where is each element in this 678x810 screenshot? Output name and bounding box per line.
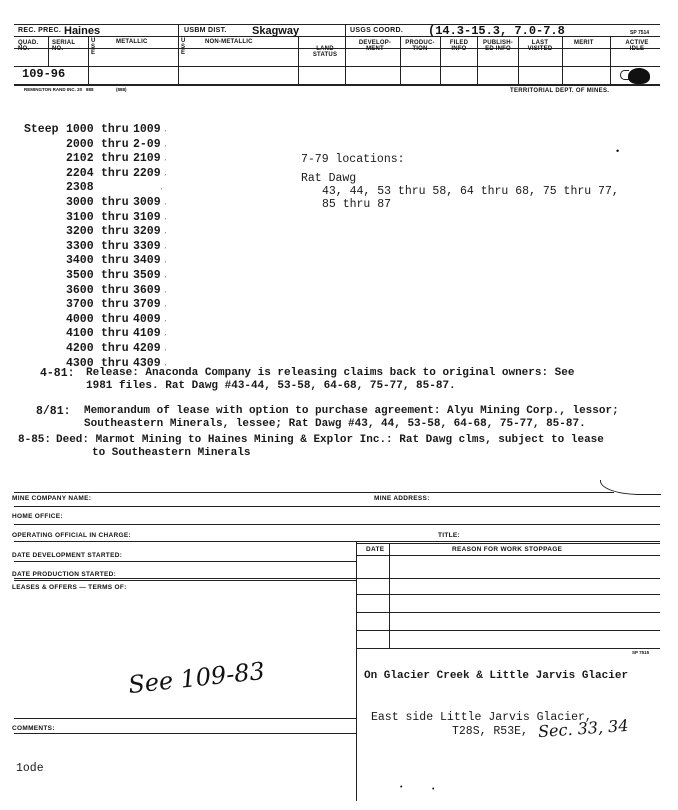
note-2-line-2: Southeastern Minerals, lessee; Rat Dawg #43, 44, 53-58, 64-68, 75-77, 85-87.	[84, 418, 586, 430]
check-mark: ˏ	[160, 183, 163, 191]
last-visited-label: LAST VISITED	[527, 40, 553, 52]
dot-mark-3: •	[432, 786, 435, 793]
note-1-line-2: 1981 files. Rat Dawg #43-44, 53-58, 64-68, 75-77, 85-87.	[86, 380, 456, 392]
claim-start: 3700	[66, 298, 94, 312]
claims-prefix: Steep	[24, 123, 59, 136]
location-line-1: On Glacier Creek & Little Jarvis Glacier	[364, 670, 629, 682]
develop-label: DEVELOP-MENT	[358, 40, 392, 52]
claim-end: 4009	[133, 312, 161, 326]
use-e: E	[91, 50, 96, 56]
merit-label: MERIT	[574, 40, 594, 46]
home-office-label: HOME OFFICE:	[12, 513, 63, 520]
check-mark: ˏ	[164, 358, 167, 366]
dot-mark-2: •	[400, 784, 403, 791]
claim-thru: thru	[101, 342, 129, 355]
reason-label: REASON FOR WORK STOPPAGE	[452, 546, 563, 553]
claim-thru: thru	[101, 356, 129, 370]
check-mark: ˏ	[164, 154, 167, 162]
footer-left: REMINGTON RAND INC. 20	[24, 87, 83, 92]
locations-line-1: 43, 44, 53 thru 58, 64 thru 68, 75 thru 77,	[322, 185, 619, 198]
note-2-line-1: Memorandum of lease with option to purchase agreement: Alyu Mining Corp., lessor;	[84, 405, 619, 417]
footer-mid: 888	[86, 87, 94, 92]
leases-label: LEASES & OFFERS — TERMS OF:	[12, 584, 127, 591]
claim-start: 4000	[66, 312, 94, 326]
note-3-line-1: Deed: Marmot Mining to Haines Mining & Explor Inc.: Rat Dawg clms, subject to lease	[56, 434, 604, 446]
note-2-date: 8/81:	[36, 405, 71, 418]
claim-end: 2209	[133, 166, 161, 180]
date-development-label: DATE DEVELOPMENT STARTED:	[12, 552, 123, 559]
check-mark: ˏ	[164, 198, 167, 205]
note-3-date: 8-85:	[18, 434, 52, 446]
claim-thru: thru	[101, 152, 129, 166]
claim-thru: thru	[101, 269, 129, 282]
footer-right: TERRITORIAL DEPT. OF MINES.	[510, 88, 610, 94]
use-u: U	[91, 38, 96, 44]
form-number-bottom: SP 7515	[632, 650, 650, 655]
produc-label: PRODUC-TION	[405, 40, 435, 52]
mine-address-label: MINE ADDRESS:	[374, 495, 430, 502]
use-e-2: E	[181, 50, 186, 56]
claim-start: 3600	[66, 283, 94, 297]
claim-end: 2-09	[133, 137, 161, 151]
locations-line-2: 85 thru 87	[322, 198, 392, 211]
claim-thru: thru	[101, 123, 129, 136]
claim-start: 2102	[66, 152, 94, 166]
claim-end: 3409	[133, 254, 161, 268]
claim-start: 3100	[66, 210, 94, 224]
check-mark: ˏ	[164, 139, 167, 147]
claim-thru: thru	[101, 239, 129, 253]
claim-start: 4200	[66, 342, 94, 355]
claim-start: 2308	[66, 181, 94, 195]
claim-start: 3200	[66, 225, 94, 239]
locations-title: 7-79 locations:	[301, 153, 405, 166]
location-line-2: East side Little Jarvis Glacier,	[371, 711, 592, 724]
rec-prec-label: REC. PREC.	[18, 27, 62, 34]
claim-thru: thru	[101, 196, 129, 209]
location-line-3: T28S, R53E,	[452, 725, 528, 738]
claim-end: 2109	[133, 152, 161, 166]
check-mark: ˏ	[164, 285, 167, 293]
claim-thru: thru	[101, 137, 129, 151]
claim-start: 3300	[66, 239, 94, 253]
note-3-line-2: to Southeastern Minerals	[92, 447, 251, 459]
check-mark: ˏ	[164, 168, 167, 176]
claim-thru: thru	[101, 210, 129, 224]
date-column-label: DATE	[366, 546, 385, 553]
comment-text: 1ode	[16, 762, 44, 775]
check-mark: ˏ	[164, 125, 167, 132]
form-number-top: SP 7514	[630, 30, 650, 36]
ink-blot-icon	[628, 68, 650, 84]
claim-end: 3009	[133, 196, 161, 209]
claim-start: 3000	[66, 196, 94, 209]
mine-company-label: MINE COMPANY NAME:	[12, 495, 92, 502]
claim-thru: thru	[101, 312, 129, 326]
claim-thru: thru	[101, 327, 129, 341]
date-production-label: DATE PRODUCTION STARTED:	[12, 571, 117, 578]
active-idle-label: ACTIVE IDLE	[625, 40, 649, 52]
usgs-coord-value: (14.3-15.3, 7.0-7.8	[428, 24, 565, 38]
use-s: S	[91, 44, 96, 50]
publish-label: PUBLISH-ED INFO	[483, 40, 513, 52]
claim-start: 3400	[66, 254, 94, 268]
usbm-dist-value: Skagway	[252, 25, 300, 37]
use-u-2: U	[181, 38, 186, 44]
claim-end: 4109	[133, 327, 161, 341]
metallic-label: METALLIC	[116, 39, 148, 45]
claim-thru: thru	[101, 166, 129, 180]
comments-label: COMMENTS:	[12, 725, 55, 732]
check-mark: ˏ	[164, 227, 167, 235]
claim-end: 3209	[133, 225, 161, 239]
check-mark: ˏ	[164, 300, 167, 308]
quad-no-label: QUAD. NO.	[18, 40, 39, 52]
claim-end: 3309	[133, 239, 161, 253]
claim-end: 3609	[133, 283, 161, 297]
bracket-mark	[620, 70, 629, 80]
claim-start: 3500	[66, 269, 94, 282]
claim-end: 3709	[133, 298, 161, 312]
check-mark: ˏ	[164, 271, 167, 278]
rec-prec-value: Haines	[64, 25, 101, 37]
usbm-dist-label: USBM DIST.	[184, 27, 227, 34]
claim-end: 3509	[133, 269, 161, 282]
check-mark: ˏ	[164, 241, 167, 249]
claim-end: 1009	[133, 123, 161, 136]
claim-thru: thru	[101, 225, 129, 239]
claim-start: 2000	[66, 137, 94, 151]
note-1-line-1: Release: Anaconda Company is releasing claims back to original owners: See	[86, 367, 575, 379]
locations-name: Rat Dawg	[301, 172, 357, 185]
operating-label: OPERATING OFFICIAL IN CHARGE:	[12, 532, 131, 539]
footer-mid-2: (888)	[116, 87, 127, 92]
claim-thru: thru	[101, 283, 129, 297]
location-handwritten-sections: Sec. 33, 34	[537, 715, 630, 742]
claim-thru: thru	[101, 298, 129, 312]
use-s-2: S	[181, 44, 186, 50]
check-mark: ˏ	[164, 212, 167, 220]
note-1-date: 4-81:	[40, 367, 75, 380]
claim-end: 4309	[133, 356, 161, 370]
land-status-label: LAND STATUS	[312, 46, 338, 58]
claim-start: 4100	[66, 327, 94, 341]
handwritten-see-note: See 109-83	[126, 656, 267, 700]
claim-thru: thru	[101, 254, 129, 268]
claim-start: 1000	[66, 123, 94, 136]
dot-mark: •	[616, 146, 620, 156]
quad-value: 109-96	[22, 67, 66, 81]
claim-end: 3109	[133, 210, 161, 224]
filed-label: FILED INFO	[449, 40, 469, 52]
check-mark: ˏ	[164, 329, 167, 337]
usgs-coord-label: USGS COORD.	[350, 27, 404, 34]
claim-end: 4209	[133, 342, 161, 355]
claim-start: 4300	[66, 356, 94, 370]
claim-start: 2204	[66, 166, 94, 180]
check-mark: ˏ	[164, 256, 167, 264]
serial-no-label: SERIAL NO.	[52, 40, 76, 52]
title-label: TITLE:	[438, 532, 461, 539]
check-mark: ˏ	[164, 344, 167, 351]
nonmetallic-label: NON-METALLIC	[205, 39, 253, 45]
check-mark: ˏ	[164, 314, 167, 322]
